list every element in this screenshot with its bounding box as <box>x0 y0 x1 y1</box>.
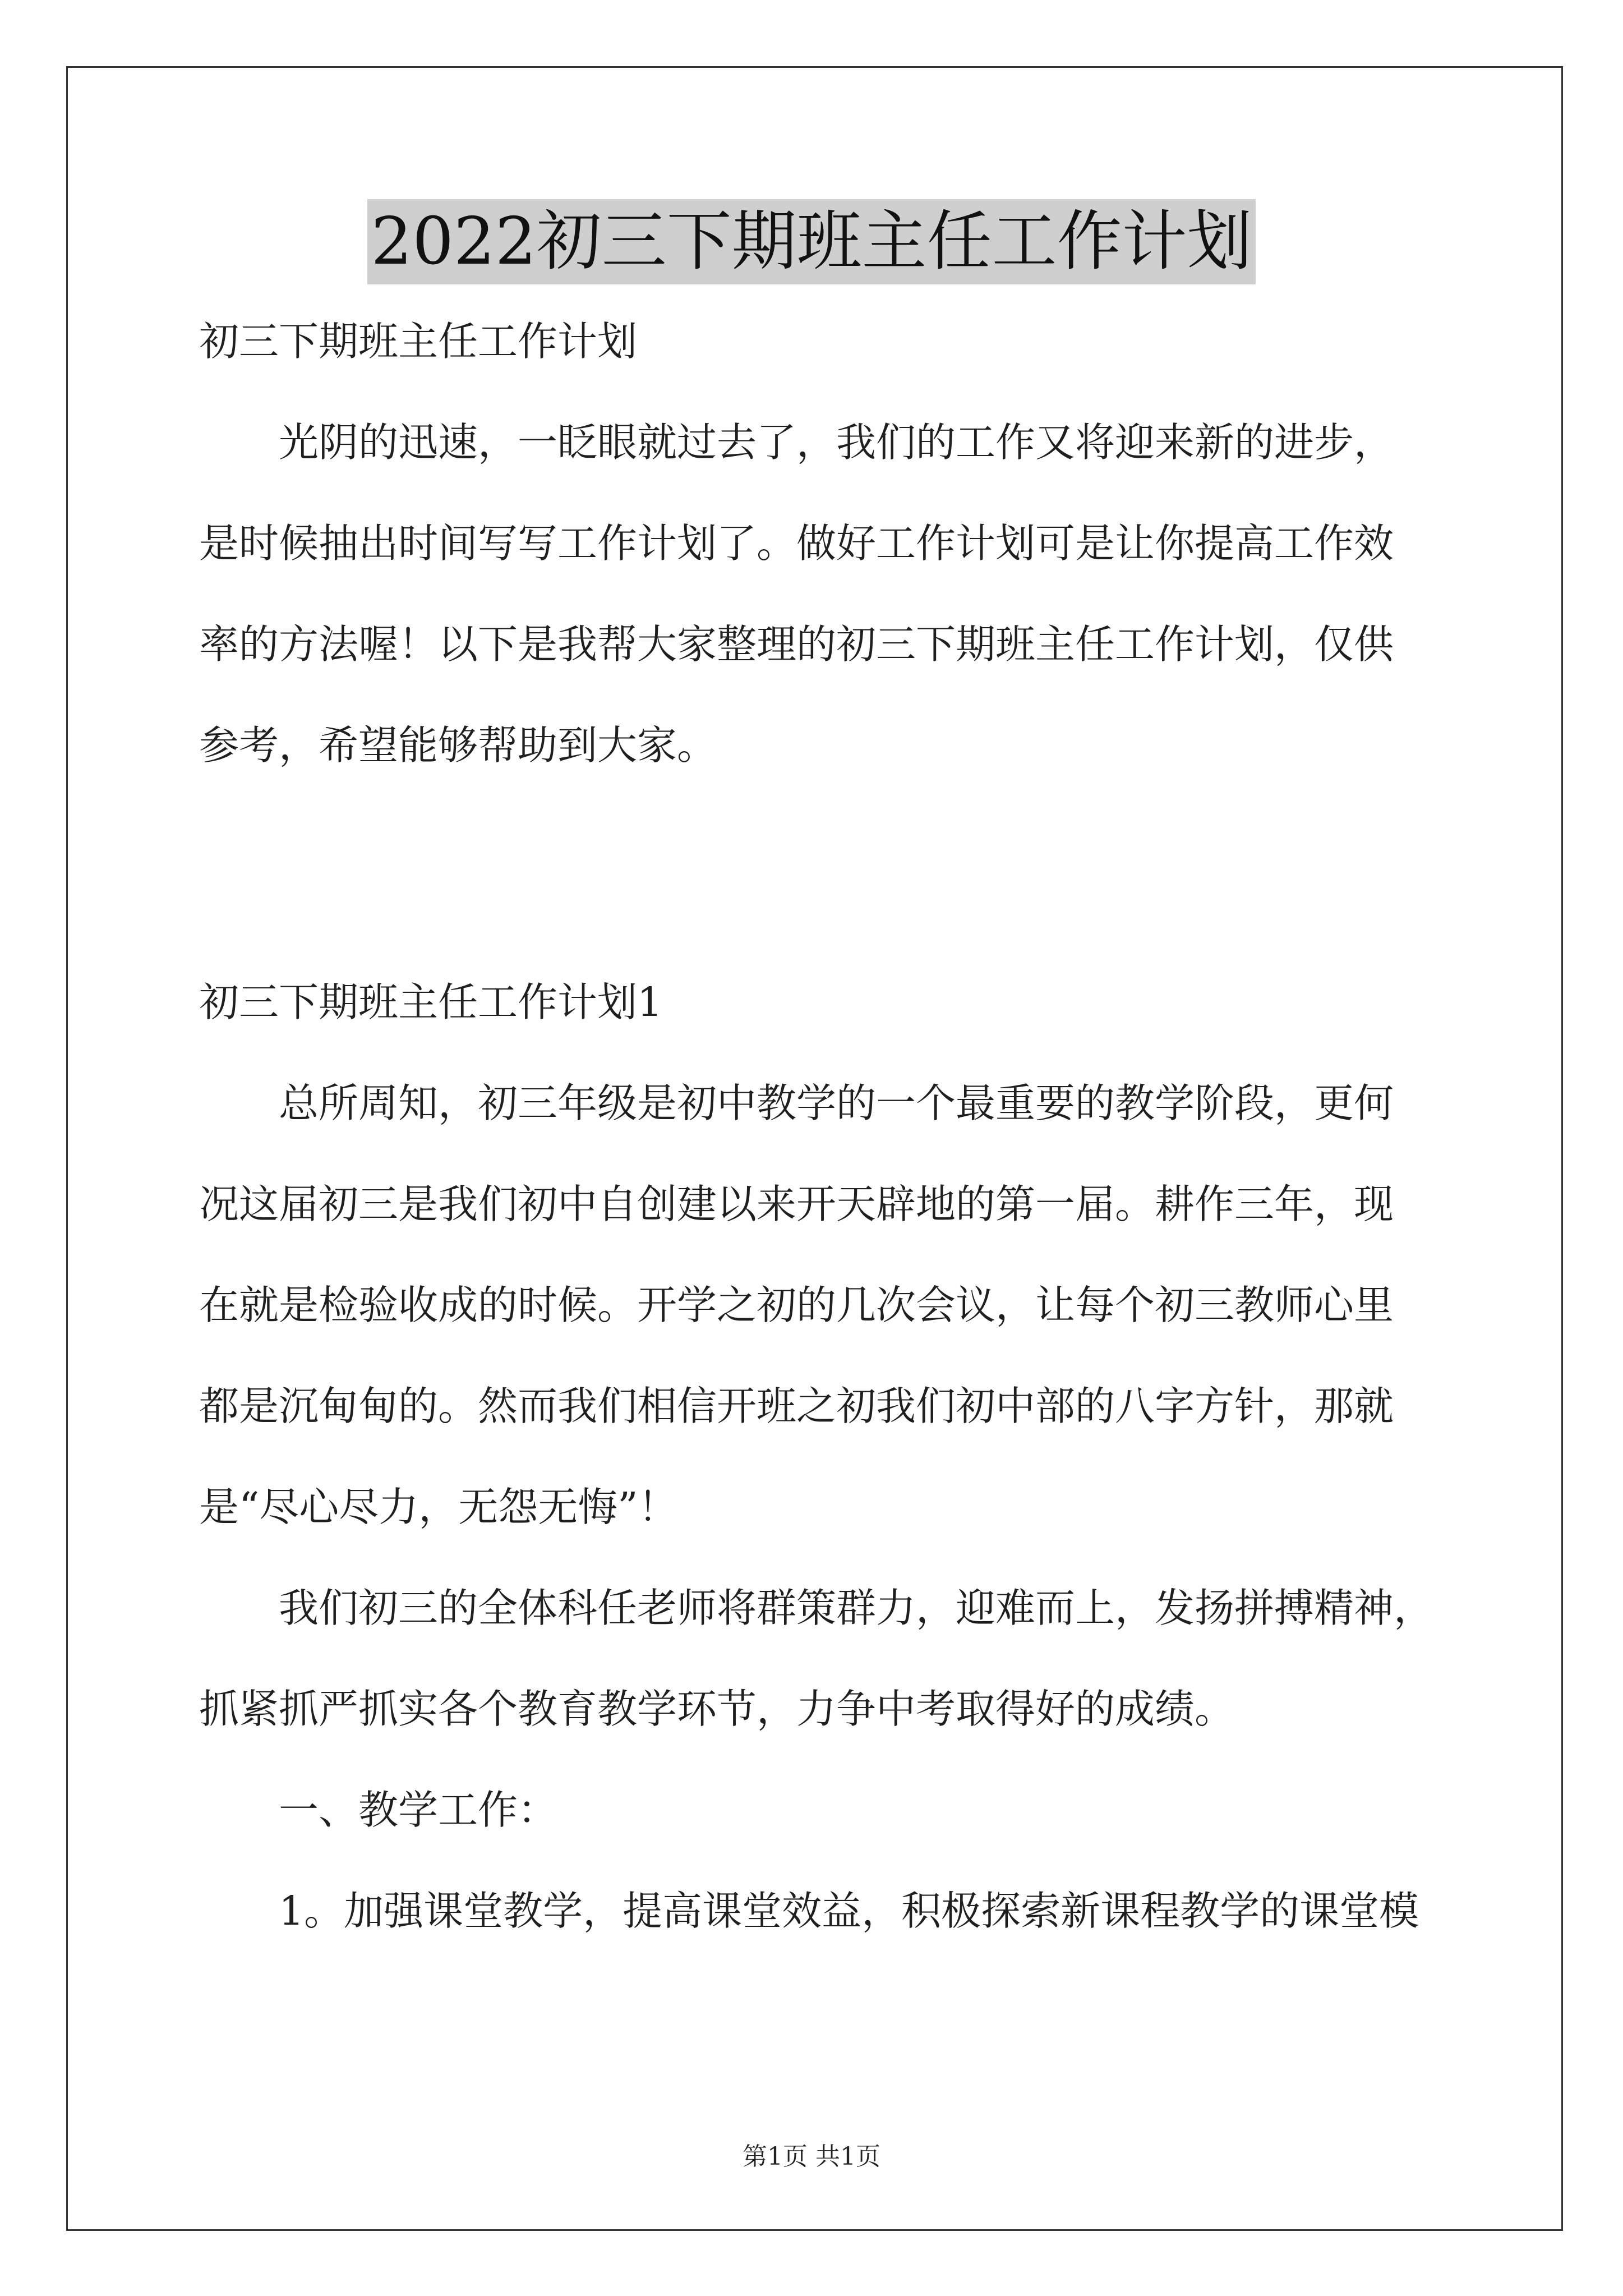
paragraph-line: 都是沉甸甸的。然而我们相信开班之初我们初中部的八字方针，那就 <box>199 1383 1394 1429</box>
paragraph-line: 1。加强课堂教学，提高课堂效益，积极探索新课程教学的课堂模 <box>279 1888 1419 1934</box>
paragraph-line: 总所周知，初三年级是初中教学的一个最重要的教学阶段，更何 <box>279 1080 1394 1126</box>
paragraph-line: 是“尽心尽力，无怨无悔”！ <box>199 1484 678 1530</box>
paragraph-line: 我们初三的全体科任老师将群策群力，迎难而上，发扬拼搏精神， <box>279 1585 1434 1631</box>
document-title: 2022初三下期班主任工作计划 <box>367 199 1255 284</box>
paragraph-line: 抓紧抓严抓实各个教育教学环节，力争中考取得好的成绩。 <box>199 1686 1235 1732</box>
title-container <box>0 199 1623 284</box>
paragraph-line: 是时候抽出时间写写工作计划了。做好工作计划可是让你提高工作效 <box>199 520 1394 567</box>
paragraph-line: 率的方法喔！以下是我帮大家整理的初三下期班主任工作计划，仅供 <box>199 621 1394 668</box>
subsection-heading: 一、教学工作： <box>279 1787 558 1833</box>
paragraph-line: 在就是检验收成的时候。开学之初的几次会议，让每个初三教师心里 <box>199 1282 1394 1328</box>
page-footer: 第1页 共1页 <box>743 2142 880 2171</box>
subtitle-line: 初三下期班主任工作计划 <box>199 318 638 365</box>
section-heading: 初三下期班主任工作计划1 <box>199 979 663 1025</box>
paragraph-line: 参考，希望能够帮助到大家。 <box>199 722 717 769</box>
paragraph-line: 光阴的迅速，一眨眼就过去了，我们的工作又将迎来新的进步， <box>279 419 1394 466</box>
paragraph-line: 况这届初三是我们初中自创建以来开天辟地的第一届。耕作三年，现 <box>199 1181 1394 1227</box>
